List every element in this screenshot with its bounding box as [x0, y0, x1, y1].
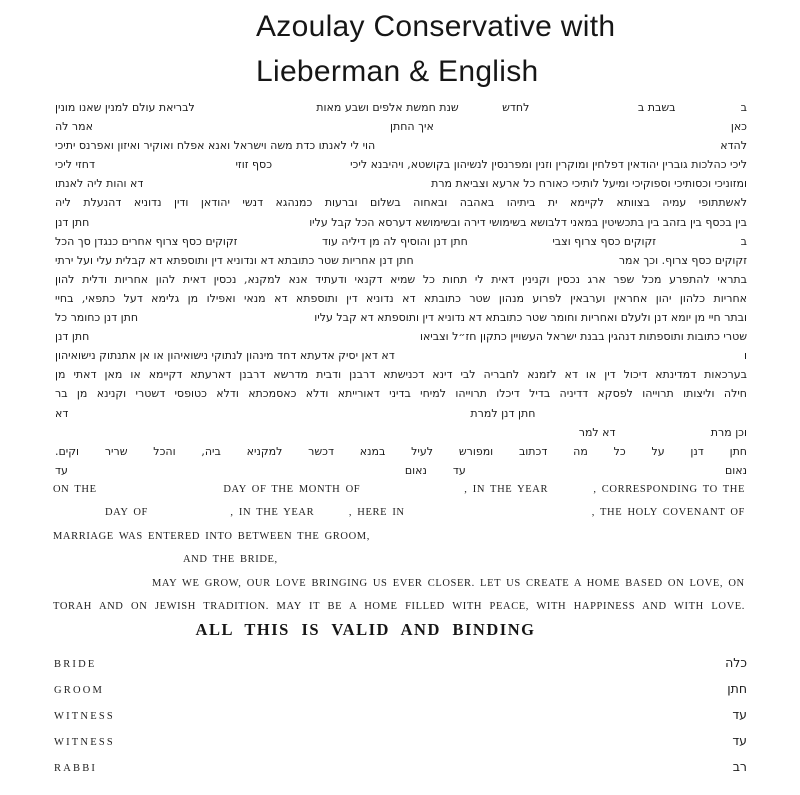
text-segment: שנת חמשת אלפים ושבע מאות: [316, 101, 459, 114]
title-line-1: Azoulay Conservative with: [256, 10, 616, 43]
english-line: [53, 478, 745, 501]
text-segment: בשבת ב: [637, 101, 676, 114]
text-segment: כאן: [730, 120, 747, 134]
signature-label: GROOM: [54, 685, 105, 696]
text-segment: דא דאן יסיק אדעתא דחד מינהון לנתוקי נישואיהון או אן אתנתוק נישואיהון: [55, 349, 395, 363]
signature-label-hebrew: עד: [732, 733, 747, 748]
signature-label: WITNESS: [54, 711, 115, 722]
hebrew-line: [55, 117, 747, 136]
text-segment: דא למר: [578, 425, 616, 439]
text-segment: לבריאת עולם למנין שאנו מונין: [55, 101, 195, 114]
hebrew-line: חילה וליצותו תרוייהו לפסקא דדיניה בדיל דיכלו תרוייהו למיחי בדיני דאורייתא ודלא כאסמכתא ודלא כטופסי דשטרי וקנינא מן בר: [55, 387, 747, 401]
signature-label-hebrew: כלה: [725, 655, 747, 670]
hebrew-line: [55, 213, 747, 232]
text-segment: חתן דנן: [55, 330, 90, 344]
text-segment: וכן מרת: [710, 425, 747, 439]
text-segment: להדא: [720, 139, 747, 153]
text-segment: ומזוניכי וכסותיכי וספוקיכי ומיעל לותיכי כאורח כל ארעא וצביאת מרת: [431, 177, 747, 191]
english-line: TORAH AND ON JEWISH TRADITION. MAY IT BE A HOME FILLED WITH PEACE, WITH HAPPINESS AND WITH LOVE.: [53, 600, 745, 612]
text-segment: אמר לה: [55, 120, 93, 134]
signature-row: [54, 707, 747, 733]
text-segment: ON THE: [53, 484, 97, 495]
text-segment: DAY OF: [104, 507, 148, 519]
text-segment: חתן דנן אחריות שטר כתובתא דא ונדוניא דין ותוספתא דא קבלית עלי ועל ירתי: [55, 253, 414, 267]
text-segment: דחזי ליכי: [55, 158, 95, 172]
hebrew-text-block: [55, 98, 747, 480]
signature-row: [54, 733, 747, 759]
text-segment: דא: [55, 406, 69, 420]
text-segment: חתן דנן כחומר כל: [55, 311, 139, 325]
signature-label: RABBI: [54, 763, 98, 774]
hebrew-line: [55, 404, 747, 423]
text-segment: זקוקים כסף צרוף אחרים כנגדן סך הכל: [55, 234, 238, 248]
text-segment: עד: [55, 463, 68, 477]
signature-row: [54, 759, 747, 785]
hebrew-line: אחריות כלהון יהון אחראין וערבאין לפרוע מנהון שטר כתובתא דא נדוניא דין ותוספתא דא מנאי ואפילו מן גלימא דעל כתפאי, בחיי: [55, 291, 747, 305]
binding-heading: ALL THIS IS VALID AND BINDING: [195, 620, 536, 639]
hebrew-line: בערכאות דמדינתא דיכול דין או דא לזמנא לחבריה לבי דינא דכנישתא דרבנן ודבית מדרשא דרבנן דארעתא דקיימא או מאן דאתי מן: [55, 368, 747, 382]
text-segment: נאום: [404, 463, 427, 477]
text-segment: , IN THE YEAR: [230, 507, 315, 519]
text-segment: ו: [744, 349, 747, 363]
signature-label: WITNESS: [54, 737, 115, 748]
hebrew-line: [55, 308, 747, 327]
text-segment: כסף זוזי: [235, 158, 273, 172]
signature-label-hebrew: רב: [732, 759, 747, 774]
text-segment: חתן דנן: [55, 215, 90, 229]
signature-label: BRIDE: [54, 659, 97, 670]
hebrew-line: [55, 327, 747, 346]
text-segment: ב: [740, 101, 747, 114]
text-segment: עד: [452, 463, 466, 477]
hebrew-line: [55, 232, 747, 251]
text-segment: ליכי כהלכות גוברין יהודאין דפלחין ומוקרין וזנין ומפרנסין לנשיהון בקושטא, ויהיבנא ליכי: [350, 158, 747, 172]
text-segment: , HERE IN: [348, 507, 405, 519]
hebrew-line: [55, 251, 747, 270]
signature-row: [54, 655, 747, 681]
title-line-2: Lieberman & English: [256, 55, 539, 88]
signature-label-hebrew: חתן: [727, 681, 747, 696]
text-segment: זקוקים כסף צרוף. וכך אמר: [618, 253, 747, 267]
hebrew-line: בתראי להתפרע מכל שפר ארג נכסין וקנינין דאית לי תחות כל שמיא דקנאי ודעתיד אנא למקנא, נכסין דאית להון אחריות ודלית להון: [55, 272, 747, 286]
hebrew-line: [55, 174, 747, 193]
english-line: MAY WE GROW, OUR LOVE BRINGING US EVER CLOSER. LET US CREATE A HOME BASED ON LOVE, ON: [152, 577, 745, 589]
hebrew-line: [55, 136, 747, 155]
text-segment: שטרי כתובות ותוספתות דנהגין בבנת ישראל העשויין כתקון חז״ל וצביאו: [419, 330, 747, 344]
hebrew-line: חתן דנן על כל מה דכתוב ומפורש לעיל במנא דכשר למקניא ביה, והכל שריר וקים.: [55, 444, 747, 458]
text-segment: חתן דנן והוסיף לה מן דיליה עוד: [322, 234, 468, 248]
hebrew-line: [55, 461, 747, 480]
english-text-block: [53, 478, 745, 618]
hebrew-line: [55, 98, 747, 117]
page-title: [256, 4, 615, 94]
text-segment: נאום: [724, 463, 747, 477]
text-segment: הוי לי לאנתו כדת משה וישראל ואנא אפלח ואוקיר ואיזון ואפרנס יתיכי: [55, 139, 376, 153]
english-line: MARRIAGE WAS ENTERED INTO BETWEEN THE GROOM,: [53, 530, 370, 542]
signature-label-hebrew: עד: [732, 707, 747, 722]
hebrew-line: לאשתתופי עמיה בצוותא לקיימא ית ביתיהו באהבה ובאחוה בשלום וברעות כמנהגא דנשי יהודאן ודין נדוניא דהנעלת ליה: [55, 196, 747, 210]
hebrew-line: [55, 155, 747, 174]
text-segment: לחדש: [502, 101, 530, 114]
text-segment: דא והות ליה לאנתו: [55, 177, 144, 191]
text-segment: DAY OF THE MONTH OF: [223, 484, 361, 495]
english-line: AND THE BRIDE,: [183, 554, 278, 566]
text-segment: חתן דנן למרת: [470, 406, 536, 420]
text-segment: בין בכסף בין בזהב בין בתכשיטין במאני דלבושא בשימושי דירה ובשימושא דערסא הכל קבל עליו: [309, 215, 747, 229]
text-segment: ב: [740, 234, 747, 248]
text-segment: , IN THE YEAR: [464, 484, 549, 495]
text-segment: איך החתן: [389, 120, 434, 134]
english-line: [53, 501, 745, 524]
hebrew-line: [55, 346, 747, 365]
text-segment: ובתר חיי מן יומא דנן ולעלם ואחריות וחומר שטר כתובתא דא נדוניא דין ותוספתא דא קבל עליו: [314, 311, 747, 325]
text-segment: זקוקים כסף צרוף וצבי: [552, 234, 657, 248]
text-segment: , THE HOLY COVENANT OF: [591, 507, 745, 519]
signature-block: [54, 655, 747, 785]
hebrew-line: [55, 423, 747, 442]
signature-row: [54, 681, 747, 707]
text-segment: , CORRESPONDING TO THE: [593, 484, 745, 495]
